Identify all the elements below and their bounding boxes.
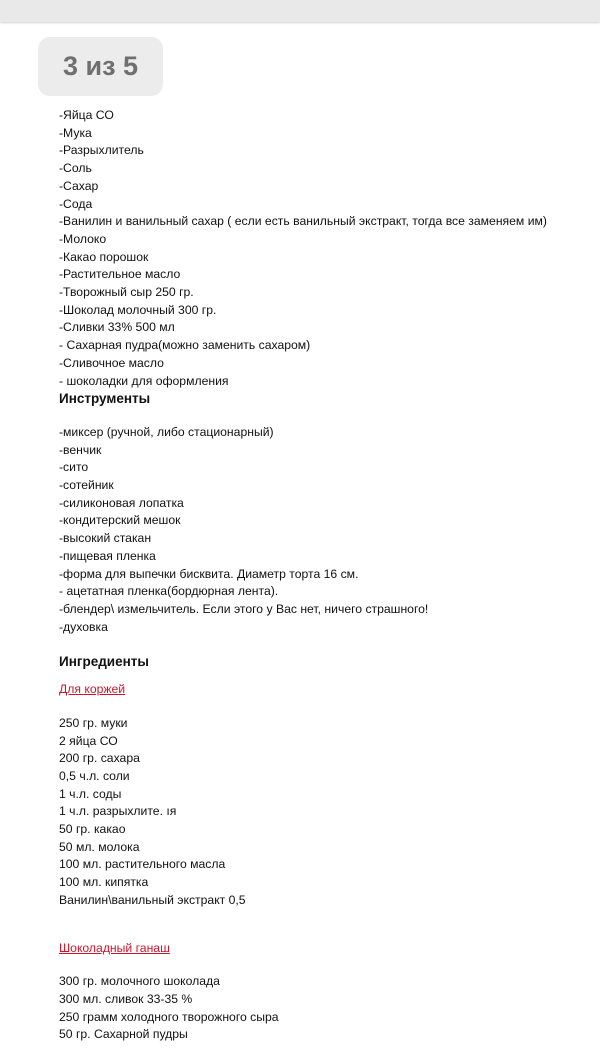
tools-list — [59, 424, 594, 636]
list-item: 250 гр. муки — [59, 715, 128, 730]
list-item: 50 мл. молока — [59, 839, 140, 854]
list-item: 300 гр. молочного шоколада — [59, 974, 220, 989]
list-item: -Сода — [59, 196, 93, 211]
list-item: 1 ч.л. соды — [59, 786, 122, 801]
list-item: -венчик — [59, 442, 102, 457]
list-item: -блендер\ измельчитель. Если этого у Вас нет, ничего страшного! — [59, 601, 429, 616]
cakes-list — [59, 715, 594, 910]
list-item: 2 яйца СО — [59, 733, 118, 748]
list-item: 200 гр. сахара — [59, 751, 140, 766]
list-item: -силиконовая лопатка — [59, 495, 184, 510]
list-item: -пищевая пленка — [59, 548, 156, 563]
list-item: -Соль — [59, 161, 92, 176]
tools-heading: Инструменты — [59, 391, 151, 407]
list-item: Ванилин\ванильный экстракт 0,5 — [59, 892, 246, 907]
list-item: -Сливочное масло — [59, 355, 164, 370]
list-item: 300 мл. сливок 33-35 % — [59, 991, 193, 1006]
list-item: - шоколадки для оформления — [59, 373, 229, 388]
top-bar — [0, 0, 600, 22]
list-item: -Растительное масло — [59, 267, 181, 282]
list-item: -сотейник — [59, 478, 114, 493]
list-item: -Сливки 33% 500 мл — [59, 320, 175, 335]
list-item: -Мука — [59, 125, 92, 140]
ganache-link[interactable]: Шоколадный ганаш — [59, 940, 170, 955]
list-item: -сито — [59, 460, 89, 475]
list-item: 1 ч.л. разрыхлите. ıя — [59, 804, 177, 819]
list-item: 100 мл. растительного масла — [59, 857, 226, 872]
list-item: -Какао порошок — [59, 249, 149, 264]
list-item: -Разрыхлитель — [59, 143, 144, 158]
list-item: -Яйца СО — [59, 108, 114, 122]
list-item: -Ванилин и ванильный сахар ( если есть ванильный экстракт, тогда все заменяем им) — [59, 214, 547, 229]
list-item: 50 гр. Сахарной пудры — [59, 1027, 188, 1042]
list-item: -кондитерский мешок — [59, 513, 181, 528]
ingredients-heading: Ингредиенты — [59, 654, 149, 670]
ganache-list — [59, 973, 594, 1044]
list-item: -Сахар — [59, 178, 99, 193]
list-item: -миксер (ручной, либо стационарный) — [59, 424, 274, 439]
list-item: -Молоко — [59, 231, 107, 246]
list-item: 250 грамм холодного творожного сыра — [59, 1009, 279, 1024]
cakes-link[interactable]: Для коржей — [59, 682, 126, 697]
list-item: -Шоколад молочный 300 гр. — [59, 302, 217, 317]
list-item: 0,5 ч.л. соли — [59, 768, 130, 783]
list-item: - Сахарная пудра(можно заменить сахаром) — [59, 338, 311, 353]
ingredients-list — [59, 107, 594, 390]
list-item: -Творожный сыр 250 гр. — [59, 285, 194, 300]
list-item: - ацетатная пленка(бордюрная лента). — [59, 584, 279, 599]
list-item: 100 мл. кипятка — [59, 875, 149, 890]
page-counter: 3 из 5 — [38, 37, 163, 96]
list-item: -высокий стакан — [59, 531, 152, 546]
list-item: -духовка — [59, 619, 108, 634]
list-item: 50 гр. какао — [59, 822, 126, 837]
document-body — [59, 107, 594, 1044]
list-item: -форма для выпечки бисквита. Диаметр торта 16 см. — [59, 566, 359, 581]
